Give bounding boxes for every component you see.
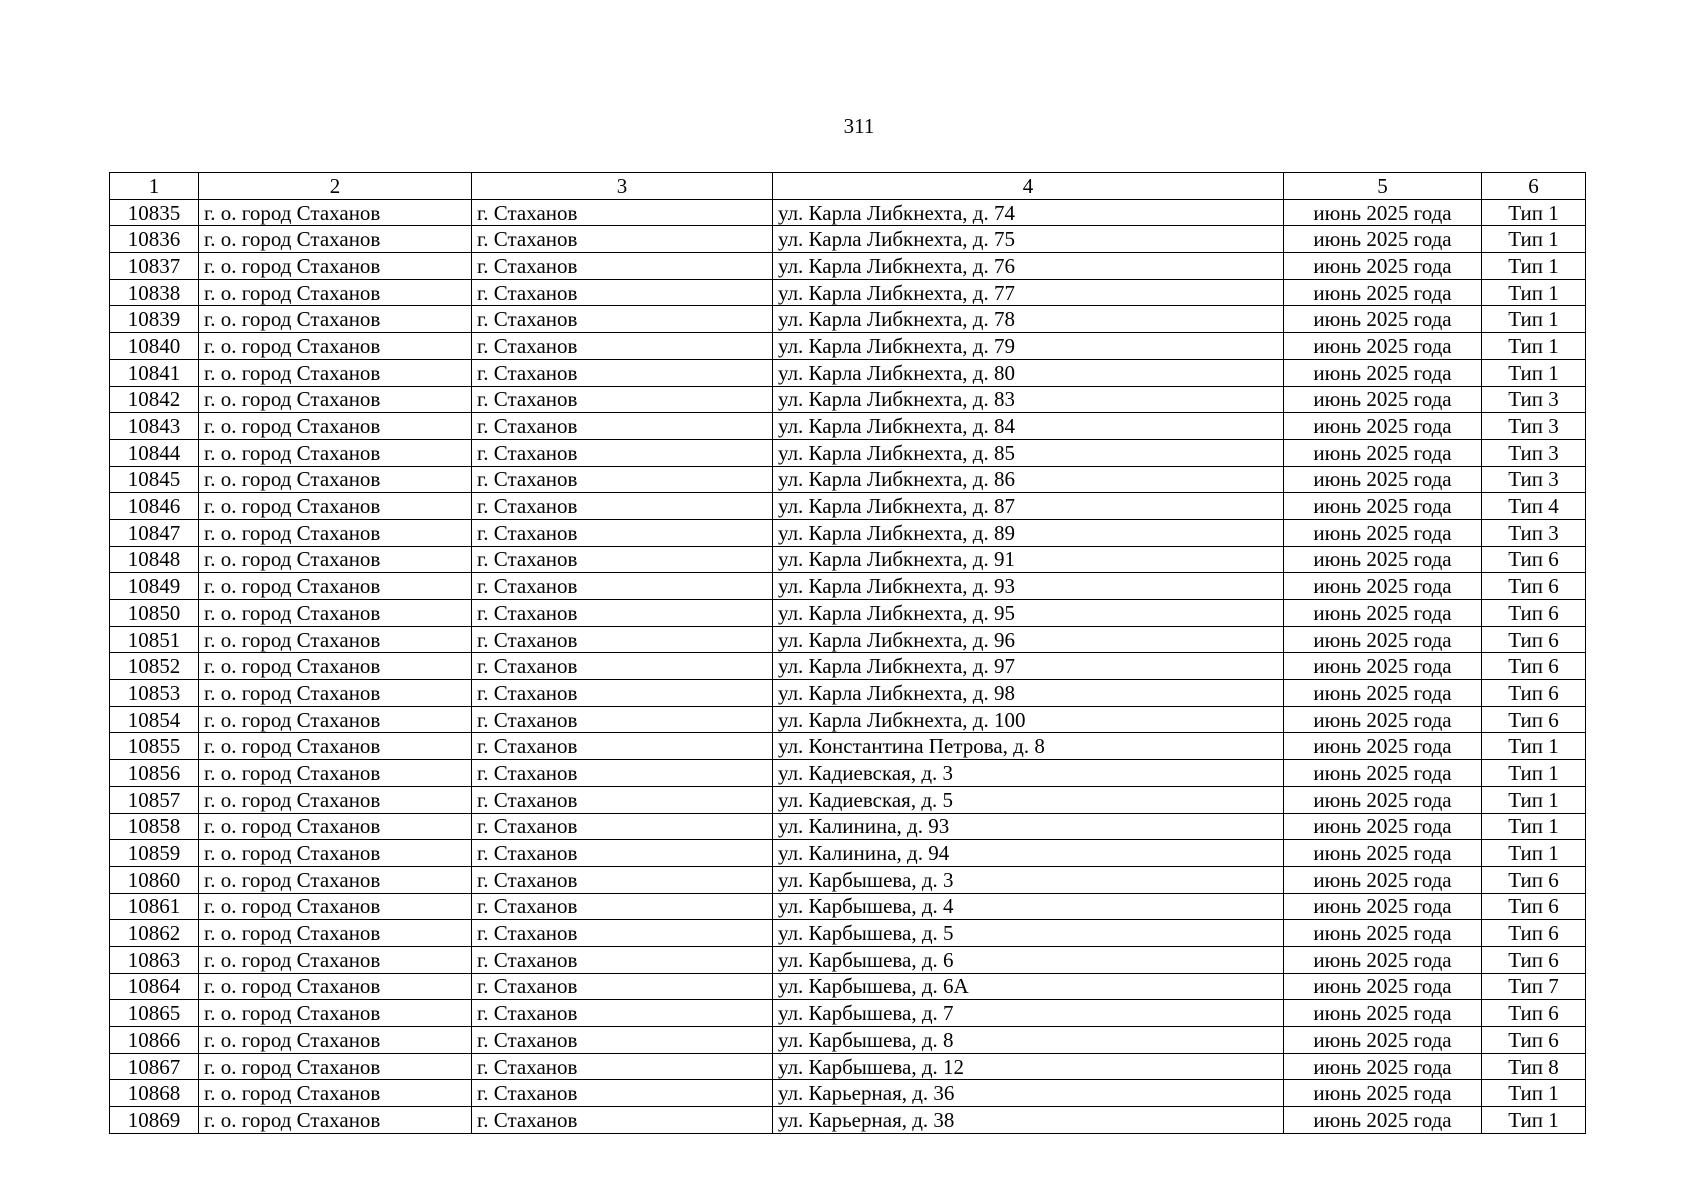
table-row <box>110 1107 1586 1134</box>
district-cell: г. о. город Стаханов <box>199 1027 472 1054</box>
date-cell: июнь 2025 года <box>1284 1027 1482 1054</box>
address-cell: ул. Карла Либкнехта, д. 86 <box>773 466 1284 493</box>
address-cell: ул. Карла Либкнехта, д. 78 <box>773 306 1284 333</box>
city-cell: г. Стаханов <box>472 546 773 573</box>
district-cell: г. о. город Стаханов <box>199 680 472 707</box>
table-row <box>110 226 1586 253</box>
table-row <box>110 519 1586 546</box>
column-number-row <box>110 173 1586 200</box>
district-cell: г. о. город Стаханов <box>199 653 472 680</box>
date-cell: июнь 2025 года <box>1284 733 1482 760</box>
city-cell: г. Стаханов <box>472 626 773 653</box>
row-number: 10868 <box>110 1080 199 1107</box>
table-body <box>110 199 1586 1133</box>
type-cell: Тип 6 <box>1482 600 1586 627</box>
row-number: 10863 <box>110 946 199 973</box>
district-cell: г. о. город Стаханов <box>199 920 472 947</box>
city-cell: г. Стаханов <box>472 973 773 1000</box>
district-cell: г. о. город Стаханов <box>199 600 472 627</box>
address-cell: ул. Карла Либкнехта, д. 98 <box>773 680 1284 707</box>
city-cell: г. Стаханов <box>472 893 773 920</box>
district-cell: г. о. город Стаханов <box>199 1053 472 1080</box>
district-cell: г. о. город Стаханов <box>199 866 472 893</box>
city-cell: г. Стаханов <box>472 226 773 253</box>
address-cell: ул. Карла Либкнехта, д. 84 <box>773 413 1284 440</box>
date-cell: июнь 2025 года <box>1284 920 1482 947</box>
city-cell: г. Стаханов <box>472 866 773 893</box>
date-cell: июнь 2025 года <box>1284 1000 1482 1027</box>
type-cell: Тип 1 <box>1482 813 1586 840</box>
type-cell: Тип 1 <box>1482 253 1586 280</box>
table-row <box>110 1027 1586 1054</box>
address-cell: ул. Карла Либкнехта, д. 83 <box>773 386 1284 413</box>
address-cell: ул. Константина Петрова, д. 8 <box>773 733 1284 760</box>
row-number: 10845 <box>110 466 199 493</box>
address-cell: ул. Карла Либкнехта, д. 76 <box>773 253 1284 280</box>
table-row <box>110 893 1586 920</box>
address-cell: ул. Кадиевская, д. 3 <box>773 760 1284 787</box>
city-cell: г. Стаханов <box>472 840 773 867</box>
date-cell: июнь 2025 года <box>1284 519 1482 546</box>
row-number: 10853 <box>110 680 199 707</box>
type-cell: Тип 6 <box>1482 626 1586 653</box>
district-cell: г. о. город Стаханов <box>199 1107 472 1134</box>
type-cell: Тип 1 <box>1482 1080 1586 1107</box>
table-row <box>110 920 1586 947</box>
date-cell: июнь 2025 года <box>1284 253 1482 280</box>
district-cell: г. о. город Стаханов <box>199 199 472 226</box>
row-number: 10844 <box>110 439 199 466</box>
row-number: 10869 <box>110 1107 199 1134</box>
address-cell: ул. Карбышева, д. 5 <box>773 920 1284 947</box>
district-cell: г. о. город Стаханов <box>199 493 472 520</box>
table-row <box>110 199 1586 226</box>
date-cell: июнь 2025 года <box>1284 226 1482 253</box>
address-cell: ул. Карла Либкнехта, д. 74 <box>773 199 1284 226</box>
row-number: 10858 <box>110 813 199 840</box>
district-cell: г. о. город Стаханов <box>199 413 472 440</box>
district-cell: г. о. город Стаханов <box>199 253 472 280</box>
address-cell: ул. Карбышева, д. 4 <box>773 893 1284 920</box>
address-cell: ул. Карбышева, д. 3 <box>773 866 1284 893</box>
address-cell: ул. Карла Либкнехта, д. 75 <box>773 226 1284 253</box>
row-number: 10838 <box>110 279 199 306</box>
district-cell: г. о. город Стаханов <box>199 546 472 573</box>
city-cell: г. Стаханов <box>472 306 773 333</box>
city-cell: г. Стаханов <box>472 706 773 733</box>
table-row <box>110 600 1586 627</box>
row-number: 10857 <box>110 786 199 813</box>
city-cell: г. Стаханов <box>472 199 773 226</box>
table-row <box>110 306 1586 333</box>
city-cell: г. Стаханов <box>472 333 773 360</box>
city-cell: г. Стаханов <box>472 1080 773 1107</box>
address-cell: ул. Карла Либкнехта, д. 95 <box>773 600 1284 627</box>
date-cell: июнь 2025 года <box>1284 493 1482 520</box>
type-cell: Тип 3 <box>1482 386 1586 413</box>
table-row <box>110 733 1586 760</box>
type-cell: Тип 1 <box>1482 786 1586 813</box>
city-cell: г. Стаханов <box>472 680 773 707</box>
date-cell: июнь 2025 года <box>1284 439 1482 466</box>
type-cell: Тип 6 <box>1482 946 1586 973</box>
row-number: 10843 <box>110 413 199 440</box>
table-row <box>110 493 1586 520</box>
row-number: 10865 <box>110 1000 199 1027</box>
row-number: 10851 <box>110 626 199 653</box>
district-cell: г. о. город Стаханов <box>199 973 472 1000</box>
date-cell: июнь 2025 года <box>1284 1080 1482 1107</box>
table-row <box>110 1053 1586 1080</box>
column-header-6: 6 <box>1482 173 1586 200</box>
type-cell: Тип 1 <box>1482 306 1586 333</box>
district-cell: г. о. город Стаханов <box>199 573 472 600</box>
date-cell: июнь 2025 года <box>1284 786 1482 813</box>
address-cell: ул. Карла Либкнехта, д. 77 <box>773 279 1284 306</box>
type-cell: Тип 4 <box>1482 493 1586 520</box>
table-row <box>110 1000 1586 1027</box>
date-cell: июнь 2025 года <box>1284 279 1482 306</box>
table-row <box>110 546 1586 573</box>
date-cell: июнь 2025 года <box>1284 840 1482 867</box>
row-number: 10854 <box>110 706 199 733</box>
district-cell: г. о. город Стаханов <box>199 626 472 653</box>
table-row <box>110 973 1586 1000</box>
date-cell: июнь 2025 года <box>1284 706 1482 733</box>
table-row <box>110 866 1586 893</box>
table-row <box>110 439 1586 466</box>
row-number: 10846 <box>110 493 199 520</box>
type-cell: Тип 1 <box>1482 199 1586 226</box>
city-cell: г. Стаханов <box>472 573 773 600</box>
city-cell: г. Стаханов <box>472 253 773 280</box>
row-number: 10867 <box>110 1053 199 1080</box>
district-cell: г. о. город Стаханов <box>199 439 472 466</box>
row-number: 10866 <box>110 1027 199 1054</box>
district-cell: г. о. город Стаханов <box>199 706 472 733</box>
table-row <box>110 573 1586 600</box>
table-row <box>110 359 1586 386</box>
type-cell: Тип 1 <box>1482 359 1586 386</box>
row-number: 10849 <box>110 573 199 600</box>
row-number: 10842 <box>110 386 199 413</box>
address-cell: ул. Карла Либкнехта, д. 100 <box>773 706 1284 733</box>
housing-registry-table <box>109 172 1586 1134</box>
city-cell: г. Стаханов <box>472 359 773 386</box>
table-row <box>110 279 1586 306</box>
row-number: 10836 <box>110 226 199 253</box>
city-cell: г. Стаханов <box>472 413 773 440</box>
type-cell: Тип 7 <box>1482 973 1586 1000</box>
type-cell: Тип 6 <box>1482 1027 1586 1054</box>
table-row <box>110 386 1586 413</box>
table-row <box>110 840 1586 867</box>
type-cell: Тип 1 <box>1482 333 1586 360</box>
date-cell: июнь 2025 года <box>1284 813 1482 840</box>
table-row <box>110 706 1586 733</box>
type-cell: Тип 3 <box>1482 413 1586 440</box>
type-cell: Тип 1 <box>1482 733 1586 760</box>
date-cell: июнь 2025 года <box>1284 653 1482 680</box>
address-cell: ул. Карла Либкнехта, д. 97 <box>773 653 1284 680</box>
table-row <box>110 626 1586 653</box>
type-cell: Тип 1 <box>1482 279 1586 306</box>
row-number: 10856 <box>110 760 199 787</box>
district-cell: г. о. город Стаханов <box>199 813 472 840</box>
type-cell: Тип 6 <box>1482 893 1586 920</box>
type-cell: Тип 1 <box>1482 1107 1586 1134</box>
address-cell: ул. Кадиевская, д. 5 <box>773 786 1284 813</box>
city-cell: г. Стаханов <box>472 279 773 306</box>
date-cell: июнь 2025 года <box>1284 546 1482 573</box>
address-cell: ул. Карла Либкнехта, д. 93 <box>773 573 1284 600</box>
table-row <box>110 680 1586 707</box>
district-cell: г. о. город Стаханов <box>199 733 472 760</box>
district-cell: г. о. город Стаханов <box>199 333 472 360</box>
type-cell: Тип 3 <box>1482 519 1586 546</box>
table-row <box>110 253 1586 280</box>
type-cell: Тип 1 <box>1482 760 1586 787</box>
district-cell: г. о. город Стаханов <box>199 226 472 253</box>
date-cell: июнь 2025 года <box>1284 760 1482 787</box>
city-cell: г. Стаханов <box>472 466 773 493</box>
district-cell: г. о. город Стаханов <box>199 386 472 413</box>
row-number: 10852 <box>110 653 199 680</box>
city-cell: г. Стаханов <box>472 760 773 787</box>
row-number: 10848 <box>110 546 199 573</box>
city-cell: г. Стаханов <box>472 1053 773 1080</box>
type-cell: Тип 6 <box>1482 706 1586 733</box>
page-number: 311 <box>843 114 875 138</box>
row-number: 10864 <box>110 973 199 1000</box>
city-cell: г. Стаханов <box>472 946 773 973</box>
type-cell: Тип 3 <box>1482 439 1586 466</box>
city-cell: г. Стаханов <box>472 519 773 546</box>
address-cell: ул. Карла Либкнехта, д. 91 <box>773 546 1284 573</box>
date-cell: июнь 2025 года <box>1284 573 1482 600</box>
row-number: 10835 <box>110 199 199 226</box>
city-cell: г. Стаханов <box>472 786 773 813</box>
table-row <box>110 466 1586 493</box>
date-cell: июнь 2025 года <box>1284 626 1482 653</box>
type-cell: Тип 1 <box>1482 226 1586 253</box>
address-cell: ул. Карбышева, д. 6 <box>773 946 1284 973</box>
district-cell: г. о. город Стаханов <box>199 466 472 493</box>
column-header-3: 3 <box>472 173 773 200</box>
date-cell: июнь 2025 года <box>1284 973 1482 1000</box>
row-number: 10840 <box>110 333 199 360</box>
date-cell: июнь 2025 года <box>1284 199 1482 226</box>
date-cell: июнь 2025 года <box>1284 413 1482 440</box>
city-cell: г. Стаханов <box>472 920 773 947</box>
address-cell: ул. Карла Либкнехта, д. 85 <box>773 439 1284 466</box>
date-cell: июнь 2025 года <box>1284 946 1482 973</box>
date-cell: июнь 2025 года <box>1284 680 1482 707</box>
row-number: 10847 <box>110 519 199 546</box>
city-cell: г. Стаханов <box>472 600 773 627</box>
table-row <box>110 760 1586 787</box>
address-cell: ул. Карла Либкнехта, д. 79 <box>773 333 1284 360</box>
address-cell: ул. Карла Либкнехта, д. 80 <box>773 359 1284 386</box>
district-cell: г. о. город Стаханов <box>199 760 472 787</box>
district-cell: г. о. город Стаханов <box>199 840 472 867</box>
address-cell: ул. Карла Либкнехта, д. 96 <box>773 626 1284 653</box>
district-cell: г. о. город Стаханов <box>199 279 472 306</box>
type-cell: Тип 3 <box>1482 466 1586 493</box>
type-cell: Тип 1 <box>1482 840 1586 867</box>
date-cell: июнь 2025 года <box>1284 866 1482 893</box>
district-cell: г. о. город Стаханов <box>199 786 472 813</box>
district-cell: г. о. город Стаханов <box>199 893 472 920</box>
city-cell: г. Стаханов <box>472 653 773 680</box>
type-cell: Тип 6 <box>1482 1000 1586 1027</box>
date-cell: июнь 2025 года <box>1284 359 1482 386</box>
table-row <box>110 653 1586 680</box>
row-number: 10862 <box>110 920 199 947</box>
city-cell: г. Стаханов <box>472 813 773 840</box>
row-number: 10860 <box>110 866 199 893</box>
type-cell: Тип 6 <box>1482 680 1586 707</box>
date-cell: июнь 2025 года <box>1284 1053 1482 1080</box>
address-cell: ул. Карла Либкнехта, д. 87 <box>773 493 1284 520</box>
district-cell: г. о. город Стаханов <box>199 519 472 546</box>
type-cell: Тип 6 <box>1482 546 1586 573</box>
date-cell: июнь 2025 года <box>1284 333 1482 360</box>
district-cell: г. о. город Стаханов <box>199 1000 472 1027</box>
district-cell: г. о. город Стаханов <box>199 359 472 386</box>
table-row <box>110 413 1586 440</box>
city-cell: г. Стаханов <box>472 1027 773 1054</box>
address-cell: ул. Калинина, д. 93 <box>773 813 1284 840</box>
address-cell: ул. Карьерная, д. 38 <box>773 1107 1284 1134</box>
date-cell: июнь 2025 года <box>1284 1107 1482 1134</box>
row-number: 10855 <box>110 733 199 760</box>
type-cell: Тип 8 <box>1482 1053 1586 1080</box>
date-cell: июнь 2025 года <box>1284 893 1482 920</box>
row-number: 10837 <box>110 253 199 280</box>
district-cell: г. о. город Стаханов <box>199 946 472 973</box>
table-row <box>110 946 1586 973</box>
address-cell: ул. Карьерная, д. 36 <box>773 1080 1284 1107</box>
row-number: 10861 <box>110 893 199 920</box>
column-header-2: 2 <box>199 173 472 200</box>
type-cell: Тип 6 <box>1482 866 1586 893</box>
address-cell: ул. Карбышева, д. 12 <box>773 1053 1284 1080</box>
city-cell: г. Стаханов <box>472 439 773 466</box>
city-cell: г. Стаханов <box>472 733 773 760</box>
table-row <box>110 333 1586 360</box>
type-cell: Тип 6 <box>1482 573 1586 600</box>
type-cell: Тип 6 <box>1482 653 1586 680</box>
city-cell: г. Стаханов <box>472 386 773 413</box>
address-cell: ул. Карбышева, д. 6А <box>773 973 1284 1000</box>
row-number: 10841 <box>110 359 199 386</box>
table-row <box>110 1080 1586 1107</box>
city-cell: г. Стаханов <box>472 493 773 520</box>
address-cell: ул. Карбышева, д. 7 <box>773 1000 1284 1027</box>
column-header-4: 4 <box>773 173 1284 200</box>
row-number: 10850 <box>110 600 199 627</box>
date-cell: июнь 2025 года <box>1284 386 1482 413</box>
city-cell: г. Стаханов <box>472 1000 773 1027</box>
type-cell: Тип 6 <box>1482 920 1586 947</box>
address-cell: ул. Карбышева, д. 8 <box>773 1027 1284 1054</box>
row-number: 10839 <box>110 306 199 333</box>
table-row <box>110 813 1586 840</box>
row-number: 10859 <box>110 840 199 867</box>
date-cell: июнь 2025 года <box>1284 466 1482 493</box>
table-row <box>110 786 1586 813</box>
district-cell: г. о. город Стаханов <box>199 306 472 333</box>
district-cell: г. о. город Стаханов <box>199 1080 472 1107</box>
column-header-1: 1 <box>110 173 199 200</box>
address-cell: ул. Калинина, д. 94 <box>773 840 1284 867</box>
date-cell: июнь 2025 года <box>1284 306 1482 333</box>
address-cell: ул. Карла Либкнехта, д. 89 <box>773 519 1284 546</box>
column-header-5: 5 <box>1284 173 1482 200</box>
date-cell: июнь 2025 года <box>1284 600 1482 627</box>
city-cell: г. Стаханов <box>472 1107 773 1134</box>
